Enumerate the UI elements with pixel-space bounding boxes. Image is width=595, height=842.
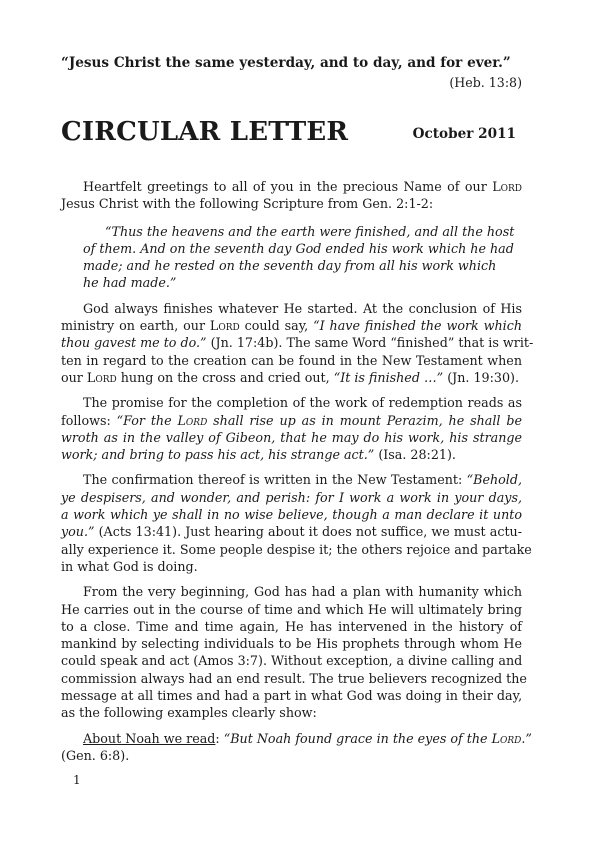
text-line: The confirmation thereof is written in the New Testament: “Behold,	[83, 472, 522, 488]
quote-line: “Thus the heavens and the earth were finished, and all the host	[105, 223, 515, 239]
text-line: (Gen. 6:8).	[61, 747, 130, 763]
text-line: our Lord hung on the cross and cried out, “It is finished …” (Jn. 19:30).	[61, 369, 520, 385]
text-line: He carries out in the course of time and which He will ultimately bring	[61, 601, 522, 617]
paragraph-5	[61, 583, 527, 721]
text-line: wroth as in the valley of Gibeon, that he may do his work, his strange	[61, 429, 522, 445]
text-line: you.” (Acts 13:41). Just hearing about it does not suffice, we must actu-	[61, 524, 522, 540]
text-line: thou gavest me to do.” (Jn. 17:4b). The same Word “finished” that is writ-	[61, 335, 534, 351]
scripture-quote	[83, 223, 515, 292]
paragraph-4	[61, 471, 532, 575]
page-title: CIRCULAR LETTER	[61, 117, 349, 147]
paragraph-1	[61, 178, 522, 213]
text-line: Heartfelt greetings to all of you in the precious Name of our Lord	[83, 179, 522, 194]
text-line: could speak and act (Amos 3:7). Without exception, a divine calling and	[61, 653, 523, 669]
quote-line: of them. And on the seventh day God ended his work which he had	[83, 240, 514, 256]
text-line: message at all times and had a part in what God was doing in their day,	[61, 688, 523, 704]
epigraph-quote: “Jesus Christ the same yesterday, and to day, and for ever.”	[61, 55, 511, 71]
text-line: follows: “For the Lord shall rise up as in mount Perazim, he shall be	[61, 412, 522, 428]
text-line: God always finishes whatever He started. At the conclusion of His	[83, 300, 522, 316]
text-line: a work which ye shall in no wise believe, though a man declare it unto	[61, 507, 522, 523]
letter-body	[61, 178, 534, 764]
text-line: ye despisers, and wonder, and perish: for I work a work in your days,	[61, 489, 522, 505]
text-line: From the very beginning, God has had a plan with humanity which	[83, 584, 522, 600]
paragraph-3	[61, 394, 522, 463]
epigraph-reference: (Heb. 13:8)	[449, 75, 522, 90]
section-heading-noah: About Noah we read	[83, 730, 216, 746]
text-line: ally experience it. Some people despise it; the others rejoice and partake	[61, 541, 532, 557]
text-line: to a close. Time and time again, He has intervened in the history of	[61, 618, 522, 634]
quote-line: made; and he rested on the seventh day from all his work which	[83, 258, 497, 274]
text-line: Jesus Christ with the following Scripture from Gen. 2:1-2:	[61, 196, 434, 212]
text-line: The promise for the completion of the work of redemption reads as	[83, 395, 522, 411]
text-line: as the following examples clearly show:	[61, 705, 317, 721]
quote-line: he had made.”	[83, 275, 177, 291]
paragraph-2	[61, 300, 534, 386]
page-number: 1	[73, 773, 81, 787]
paragraph-6	[61, 730, 532, 765]
text-line: About Noah we read: “But Noah found grace in the eyes of the Lord.”	[83, 730, 532, 746]
text-line: mankind by selecting individuals to be His prophets through whom He	[61, 636, 522, 652]
text-line: in what God is doing.	[61, 558, 198, 574]
text-line: commission always had an end result. The true believers recognized the	[61, 670, 527, 686]
text-line: ministry on earth, our Lord could say, “I have finished the work which	[61, 318, 522, 334]
text-line: ten in regard to the creation can be found in the New Testament when	[61, 352, 522, 368]
text-line: work; and bring to pass his act, his strange act.” (Isa. 28:21).	[61, 447, 456, 463]
letter-date: October 2011	[412, 126, 516, 142]
